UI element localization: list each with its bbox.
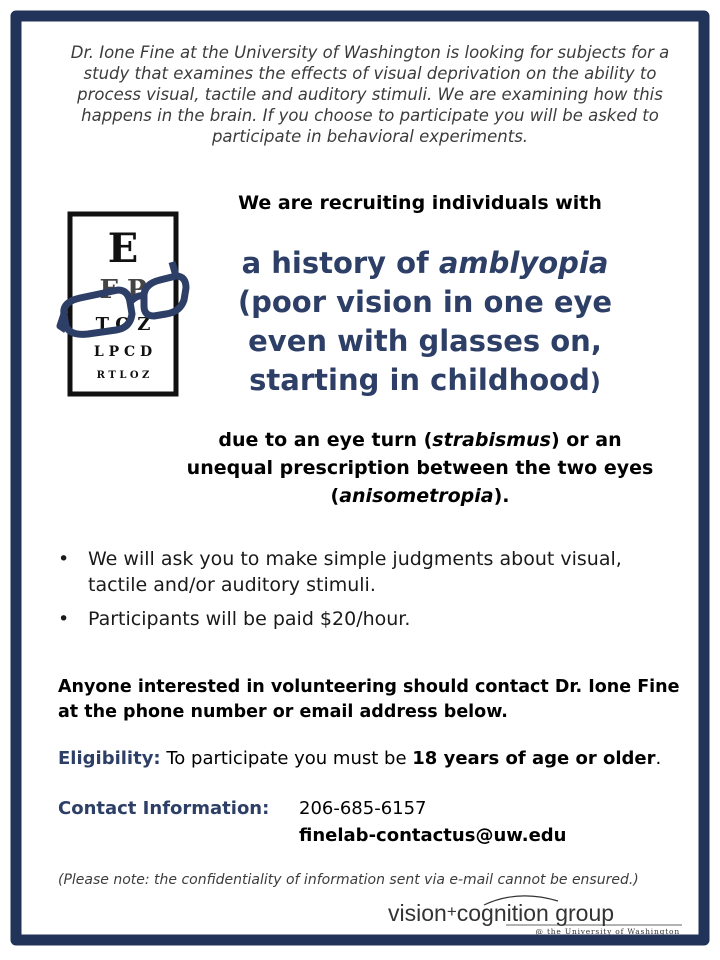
eligibility-text: To participate you must be (160, 748, 413, 769)
logo-word-cognition: cognition group (456, 900, 615, 926)
eye-chart-row-2: F P (99, 275, 147, 305)
bullet-text: Participants will be paid $20/hour. (88, 608, 411, 630)
eligibility-line (58, 748, 708, 769)
contact-label: Contact Information: (58, 798, 270, 819)
logo-plus: + (446, 902, 457, 921)
eye-chart-row-5: R T L O Z (96, 370, 150, 381)
bullet-icon: • (58, 608, 70, 630)
cause-text-1: due to an eye turn ( (218, 429, 433, 451)
headline-line-4: starting in childhood (249, 363, 590, 397)
eligibility-label: Eligibility: (58, 748, 161, 769)
svg-text:vision+cognition group (388, 900, 614, 926)
logo-word-vision: vision (388, 900, 447, 926)
headline-emphasis: amblyopia (438, 246, 609, 280)
list-item (56, 546, 686, 598)
recruiting-line: We are recruiting individuals with (238, 192, 602, 214)
eye-chart-row-3: T O Z (95, 314, 151, 335)
cause-text-3: ). (493, 485, 510, 507)
contact-phone[interactable]: 206-685-6157 (299, 798, 427, 819)
bullet-icon: • (58, 548, 70, 570)
headline-close-paren: ) (589, 368, 601, 396)
cause-emphasis-anisometropia: anisometropia (339, 485, 494, 507)
list-item (56, 606, 686, 632)
headline (200, 244, 650, 402)
contact-email[interactable]: finelab-contactus@uw.edu (299, 825, 567, 846)
eye-chart-row-4: L P C D (93, 344, 153, 360)
confidentiality-note: (Please note: the confidentiality of information sent via e-mail cannot be ensured.) (58, 872, 639, 888)
bullet-text: We will ask you to make simple judgments about visual, tactile and/or auditory stimuli. (88, 548, 622, 596)
eligibility-period: . (655, 748, 662, 769)
eligibility-age: 18 years of age or older (412, 748, 656, 769)
headline-line-2: (poor vision in one eye (237, 285, 613, 319)
headline-line-3: even with glasses on, (248, 324, 602, 358)
eye-chart-glasses-icon (52, 210, 192, 400)
cause-emphasis-strabismus: strabismus (432, 429, 551, 451)
headline-prefix: a history of (241, 246, 439, 280)
contact-note: Anyone interested in volunteering should contact Dr. Ione Fine at the phone number or email address below. (58, 677, 680, 722)
eye-chart-row-1: E (107, 225, 139, 272)
vision-cognition-logo (388, 893, 688, 937)
bullet-list (56, 546, 686, 640)
cause-paragraph (180, 426, 660, 510)
logo-subtitle: @ the University of Washington (535, 927, 680, 936)
cause-text-2: ) or an unequal prescription between the two eyes ( (186, 429, 654, 507)
intro-paragraph: Dr. Ione Fine at the University of Washington is looking for subjects for a study that examines the effects of visual deprivation on the ability to process visual, tactile and auditory stimuli. We are examining how this happens in the brain. If you choose to participate you will be asked to participate in behavioral experiments. (70, 43, 670, 146)
